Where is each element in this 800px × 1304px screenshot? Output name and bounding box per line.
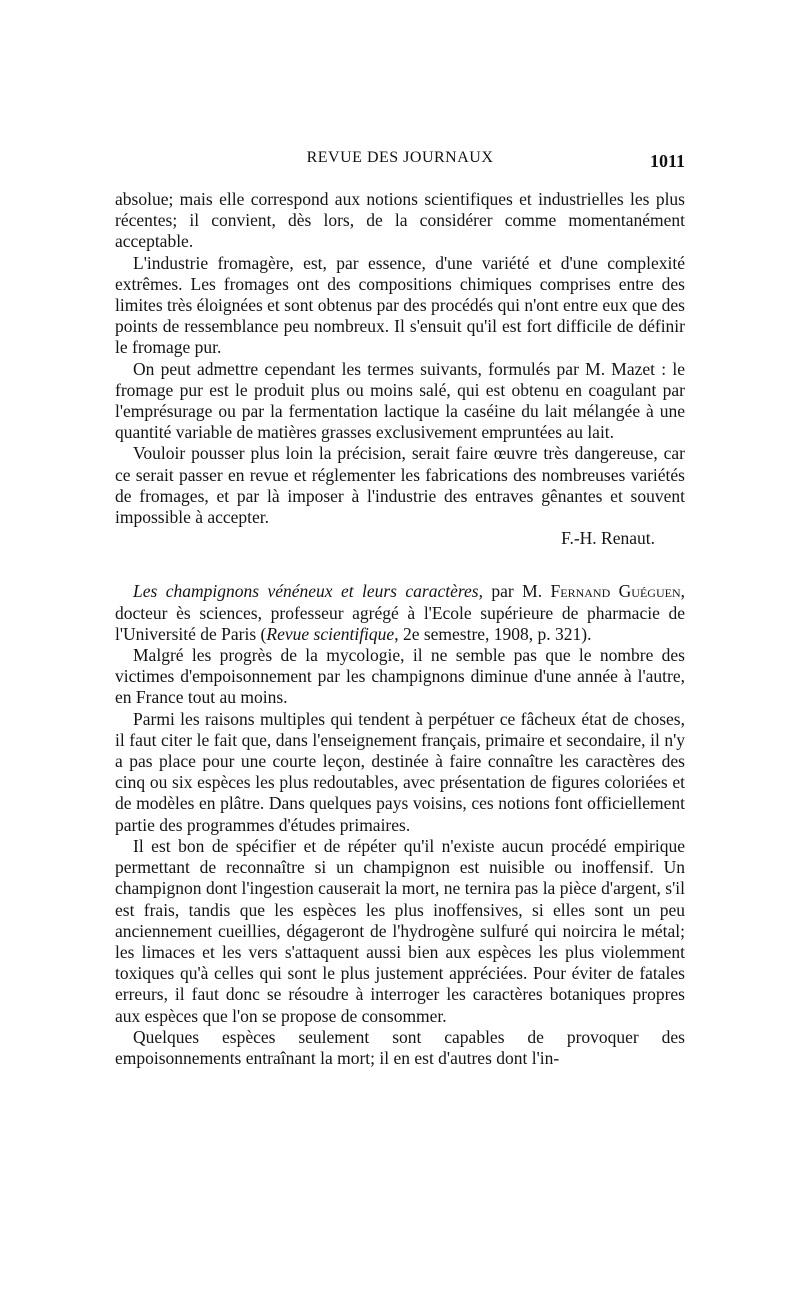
page-body — [115, 189, 685, 1069]
paragraph: Parmi les raisons multiples qui tendent à perpétuer ce fâcheux état de choses, il faut citer le fait que, dans l'enseignement français, primaire et secondaire, il n'y a pas place pour une courte leçon, destinée à faire connaître les caractères des cinq ou six espèces les plus redoutables, avec présentation de figures coloriées et de modèles en plâtre. Dans quelques pays voisins, ces notions font officiellement partie des programmes d'études primaires. — [115, 708, 685, 835]
article-source-details: , 2e semestre, 1908, p. 321). — [394, 623, 592, 644]
article-heading — [115, 581, 685, 645]
page-header — [115, 149, 685, 173]
article-title: Les champignons vénéneux et leurs caractères, — [133, 581, 483, 602]
page-number: 1011 — [649, 151, 685, 171]
paragraph: L'industrie fromagère, est, par essence, d'une variété et d'une complexité extrêmes. Les fromages ont des compositions chimiques comprises entre des limites très éloignées et sont obtenus par des procédés qui n'ont entre eux que des points de ressemblance peu nombreux. Il s'ensuit qu'il est fort difficile de définir le fromage pur. — [115, 252, 685, 358]
running-title: REVUE DES JOURNAUX — [306, 149, 494, 166]
signature: F.-H. Renaut. — [561, 528, 655, 549]
article-source: Revue scientifique — [266, 623, 395, 644]
article-by: par M. — [483, 581, 551, 602]
paragraph: Il est bon de spécifier et de répéter qu'il n'existe aucun procédé empirique permettant de reconnaître si un champignon est nuisible ou inoffensif. Un champignon dont l'ingestion causerait la mort, ne ternira pas la pièce d'argent, s'il est frais, tandis que les espèces les plus inoffensives, si elles sont un peu anciennement cueillies, dégageront de l'hydrogène sulfuré qui noircira le métal; les limaces et les vers s'attaquent aussi bien aux espèces les plus violemment toxiques qu'à celles qui sont le plus justement appréciées. Pour éviter de fatales erreurs, il faut donc se résoudre à interroger les caractères botaniques propres aux espèces que l'on se propose de consommer. — [115, 835, 685, 1026]
section-gap — [115, 549, 685, 581]
article-author: Fernand Guéguen — [550, 581, 681, 602]
paragraph: On peut admettre cependant les termes suivants, formulés par M. Mazet : le fromage pur est le produit plus ou moins salé, qui est obtenu en coagulant par l'emprésurage ou par la fermentation lactique la caséine du lait mélangée à une quantité variable de matières grasses exclusivement empruntées au lait. — [115, 358, 685, 443]
paragraph: absolue; mais elle correspond aux notions scientifiques et industrielles les plus récentes; il convient, dès lors, de la considérer comme momentanément acceptable. — [115, 189, 685, 252]
article-affiliation: , docteur ès sciences, professeur agrégé à l'Ecole supérieure de pharmacie de l'Université de Paris ( — [115, 581, 685, 644]
paragraph: Vouloir pousser plus loin la précision, serait faire œuvre très dangereuse, car ce serait passer en revue et réglementer les fabrications des nombreuses variétés de fromages, et par là imposer à l'industrie des entraves gênantes et souvent impossible à accepter. — [115, 443, 685, 528]
paragraph: Malgré les progrès de la mycologie, il ne semble pas que le nombre des victimes d'empoisonnement par les champignons diminue d'une année à l'autre, en France tout au moins. — [115, 645, 685, 708]
paragraph: Quelques espèces seulement sont capables de provoquer des empoisonnements entraînant la mort; il en est d'autres dont l'in- — [115, 1026, 685, 1068]
